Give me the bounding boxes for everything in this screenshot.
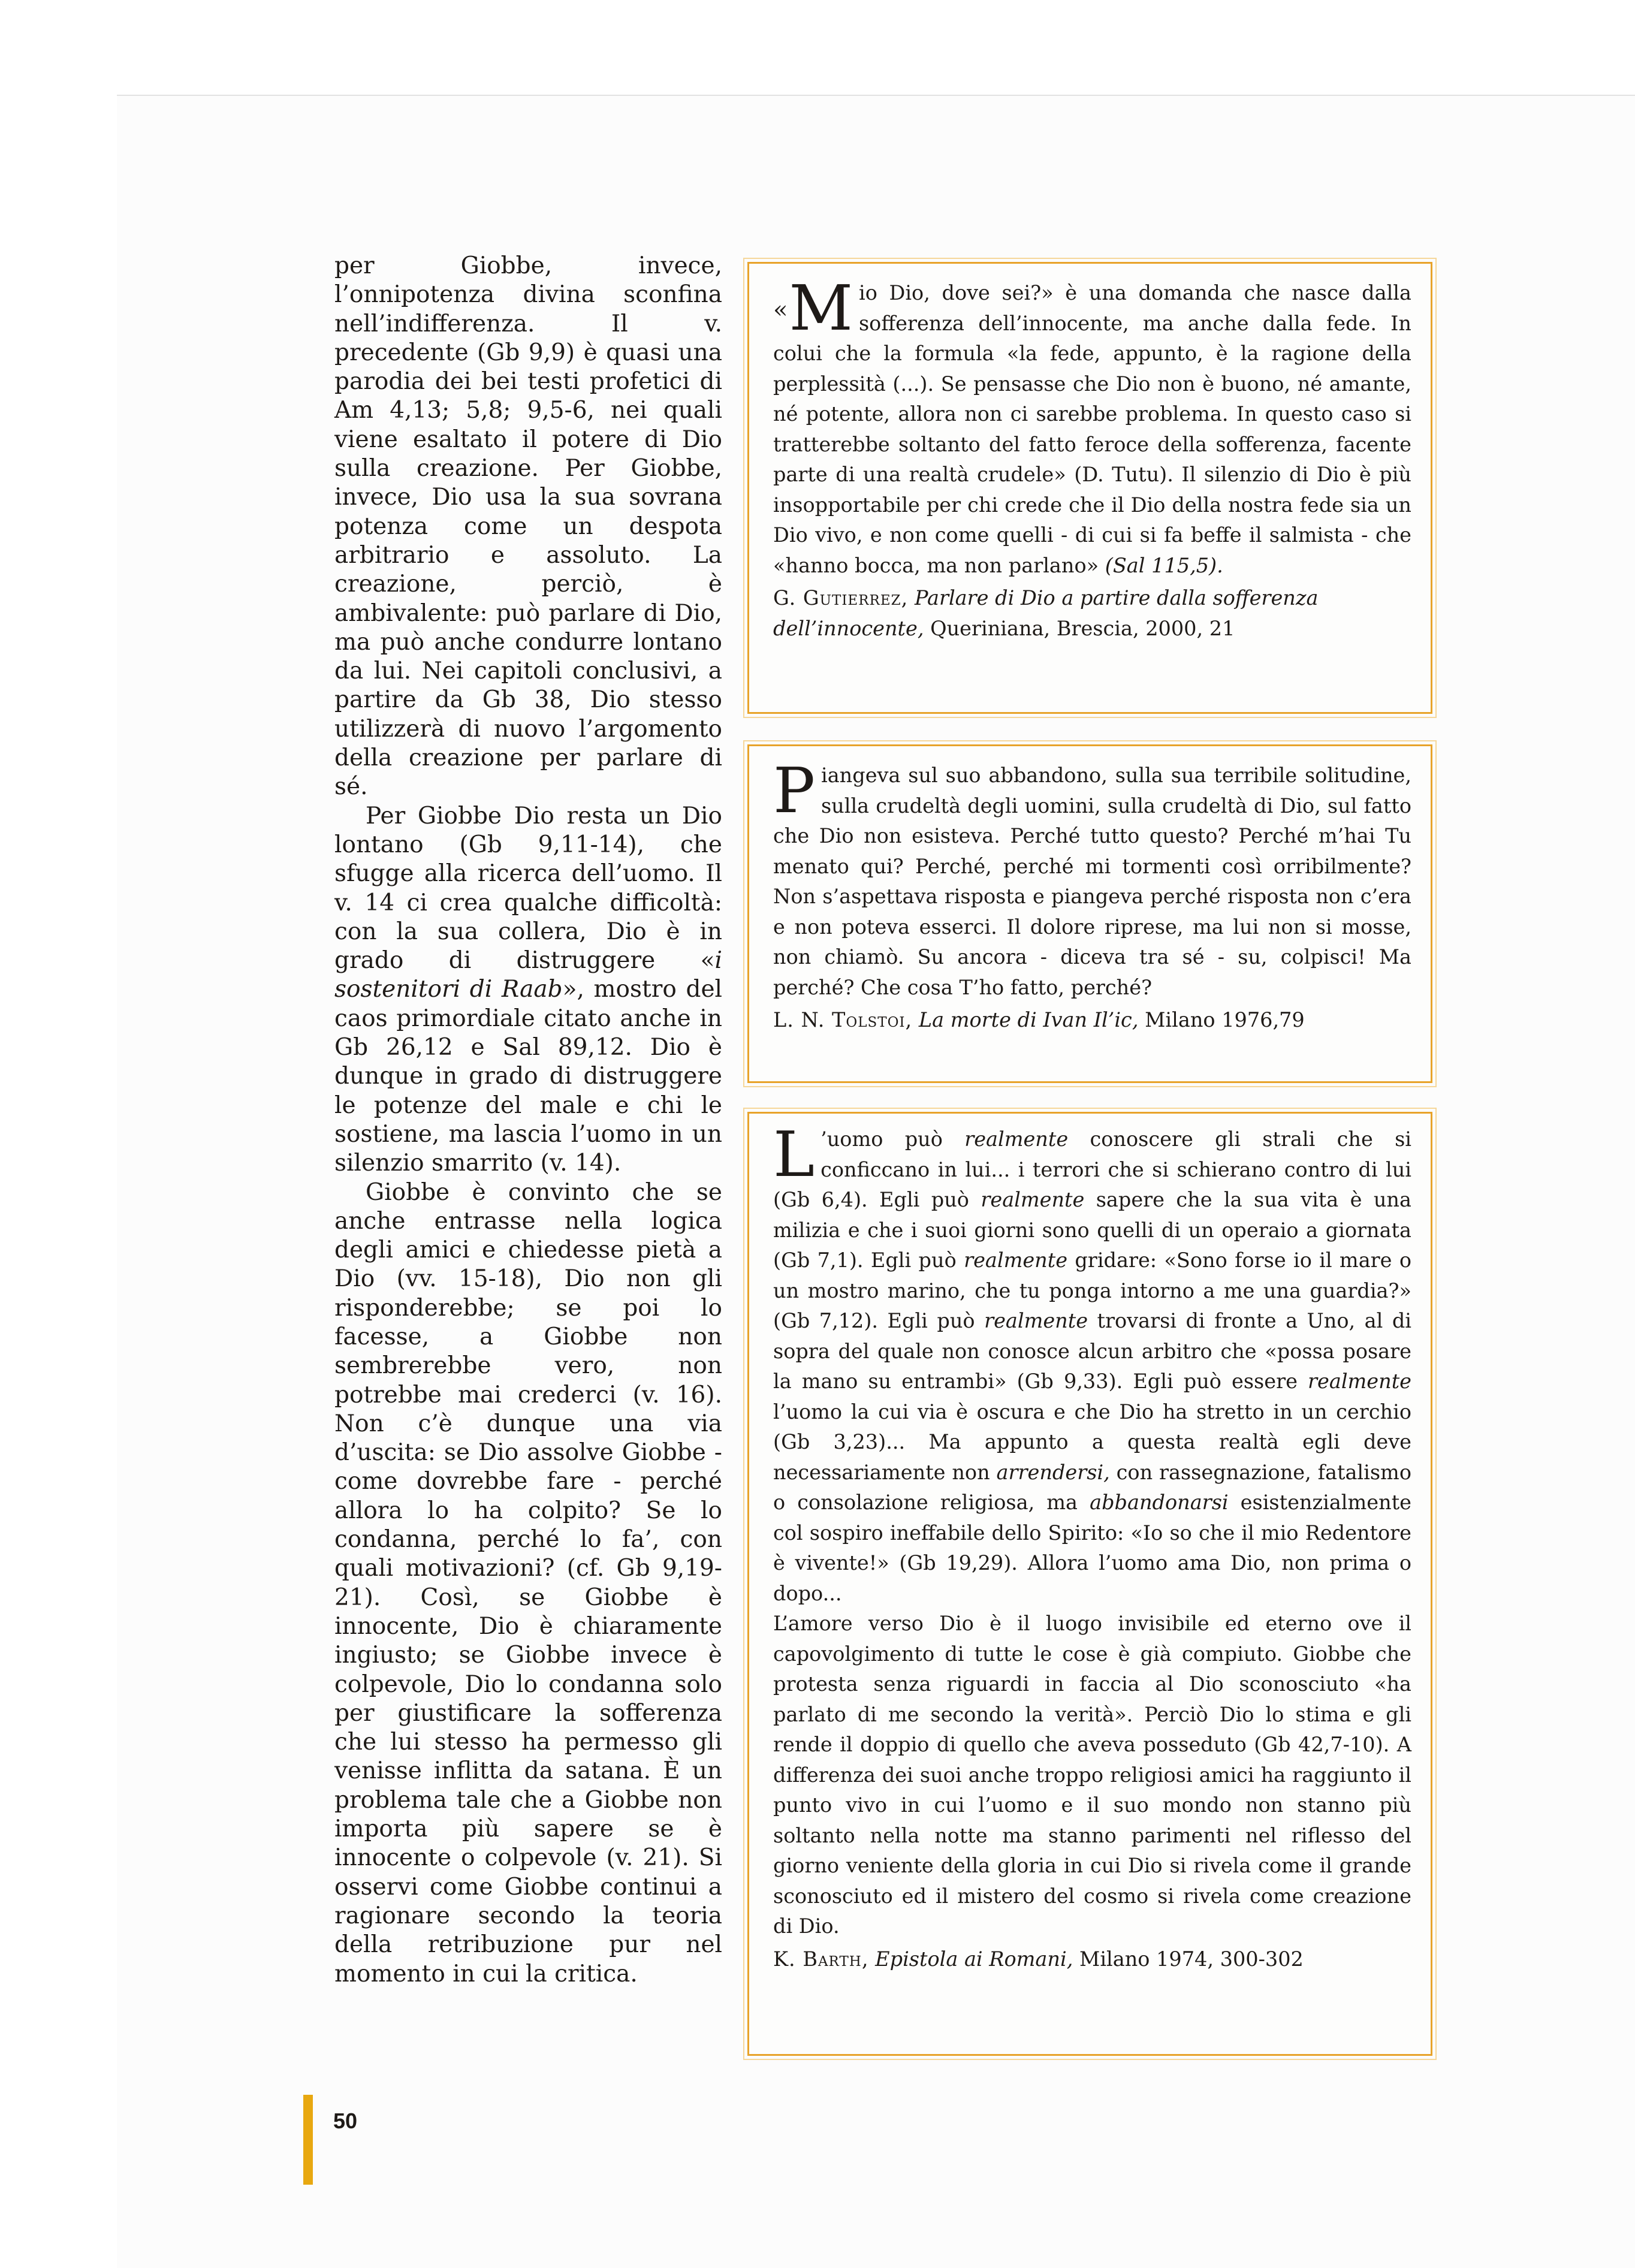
citation: K. Barth, Epistola ai Romani, Milano 1974, 300-302 [773, 1947, 1304, 1971]
paragraph: Per Giobbe Dio resta un Dio lontano (Gb 9,11-14), che sfugge alla ricerca dell’uomo. Il v. 14 ci crea qualche difficoltà: con la sua collera, Dio è in grado di distruggere «i sostenitori di Raab», mostro del caos primordiale citato anche in Gb 26,12 e Sal 89,12. Dio è dunque in grado di distruggere le potenze del male e chi le sostiene, ma lascia l’uomo in un silenzio smarrito (v. 14). [334, 802, 722, 1177]
dropcap: L [773, 1118, 815, 1191]
quote-box-gutierrez [747, 262, 1432, 714]
quote-text: «M io Dio, dove sei?» è una domanda che nasce dalla sofferenza dell’innocente, ma anche dalla fede. In colui che la formula «la fede, appunto, è la ragione della perplessità (...). Se pensasse che Dio non è buono, né amante, né potente, allora non ci sarebbe problema. In questo caso si tratterebbe soltanto del fatto feroce della sofferenza, facente parte di una realtà crudele» (D. Tutu). Il silenzio di Dio è più insopportabile per chi crede che il Dio della nostra fede sia un Dio vivo, e non come quelli - di cui si fa beffe il salmista - che «hanno bocca, ma non parlano» (Sal 115,5). [773, 272, 1411, 577]
dropcap: P [773, 754, 815, 827]
citation: L. N. Tolstoi, La morte di Ivan Il’ic, Milano 1976,79 [773, 1008, 1305, 1032]
dropcap: «M [773, 272, 853, 345]
main-text-column [334, 252, 722, 1989]
quote-text: L ’uomo può realmente conoscere gli strali che si conficcano in lui... i terrori che si schierano contro di lui (Gb 6,4). Egli può realmente sapere che la sua vita è una milizia e che i suoi giorni sono quelli di un operaio a giornata (Gb 7,1). Egli può realmente gridare: «Sono forse io il mare o un mostro marino, che tu ponga intorno a me una guardia?» (Gb 7,12). Egli può realmente trovarsi di fronte a Uno, al di sopra del quale non conosce alcun arbitro che «possa posare la mano su entrambi» (Gb 9,33). Egli può essere realmente l’uomo la cui via è oscura e che Dio ha stretto in un cerchio (Gb 3,23)... Ma appunto a questa realtà egli deve necessariamente non arrendersi, con rassegnazione, fatalismo o consolazione religiosa, ma abbandonarsi esistenzialmente col sospiro ineffabile dello Spirito: «Io so che il mio Redentore è vivente!» (Gb 19,29). Allora l’uomo ama Dio, non prima o dopo... [773, 1118, 1411, 1605]
quote-text: Piangeva sul suo abbandono, sulla sua terribile solitudine, sulla crudeltà degli uomini, sulla crudeltà di Dio, sul fatto che Dio non esisteva. Perché tutto questo? Perché m’hai Tu menato qui? Perché, perché mi tormenti così orribilmente? Non s’aspettava risposta e piangeva perché risposta non c’era e non poteva esserci. Il dolore riprese, ma lui non si mosse, non chiamò. Su ancora - diceva tra sé - su, colpisci! Ma perché? Che cosa T’ho fatto, perché? [773, 754, 1411, 999]
paragraph: per Giobbe, invece, l’onnipotenza divina sconfina nell’indifferenza. Il v. precedente (Gb 9,9) è quasi una parodia dei bei testi profetici di Am 4,13; 5,8; 9,5-6, nei quali viene esaltato il potere di Dio sulla creazione. Per Giobbe, invece, Dio usa la sua sovrana potenza come un despota arbitrario e assoluto. La creazione, perciò, è ambivalente: può parlare di Dio, ma può anche condurre lontano da lui. Nei capitoli conclusivi, a partire da Gb 38, Dio stesso utilizzerà di nuovo l’argomento della creazione per parlare di sé. [334, 252, 722, 801]
citation: G. Gutierrez, Parlare di Dio a partire dalla sofferenza dell’innocente, Queriniana, Brescia, 2000, 21 [773, 586, 1319, 640]
italic-phrase: i sostenitori di Raab [334, 947, 722, 1003]
paragraph: Giobbe è convinto che se anche entrasse nella logica degli amici e chiedesse pietà a Dio (vv. 15-18), Dio non gli risponderebbe; se poi lo facesse, a Giobbe non sembrerebbe vero, non potrebbe mai crederci (v. 16). Non c’è dunque una via d’uscita: se Dio assolve Giobbe - come dovrebbe fare - perché allora lo ha colpito? Se lo condanna, perché lo fa’, con quali motivazioni? (cf. Gb 9,19-21). Così, se Giobbe è innocente, Dio è chiaramente ingiusto; se Giobbe invece è colpevole, Dio lo condanna solo per giustificare la sofferenza che lui stesso ha permesso gli venisse inflitta da satana. È un problema tale che a Giobbe non importa più sapere se è innocente o colpevole (v. 21). Si osservi come Giobbe continui a ragionare secondo la teoria della retribuzione pur nel momento in cui la critica. [334, 1178, 722, 1987]
quote-text: L’amore verso Dio è il luogo invisibile ed eterno ove il capovolgimento di tutte le cose è già compiuto. Giobbe che protesta senza riguardi in faccia al Dio sconosciuto «ha parlato di me secondo la verità». Perciò Dio lo stima e gli rende il doppio di quello che aveva posseduto (Gb 42,7-10). A differenza dei suoi anche troppo religiosi amici ha raggiunto il punto vivo in cui l’uomo e il suo mondo non stanno più soltanto nella notte ma stanno parimenti nel riflesso del giorno veniente della gloria in cui Dio si rivela come il grande sconosciuto ed il mistero del cosmo si rivela come creazione di Dio. [773, 1612, 1411, 1938]
page-number: 50 [333, 2109, 358, 2133]
quote-box-barth [747, 1112, 1432, 2056]
page-number-accent-bar [303, 2095, 313, 2185]
quote-box-tolstoi [747, 744, 1432, 1083]
